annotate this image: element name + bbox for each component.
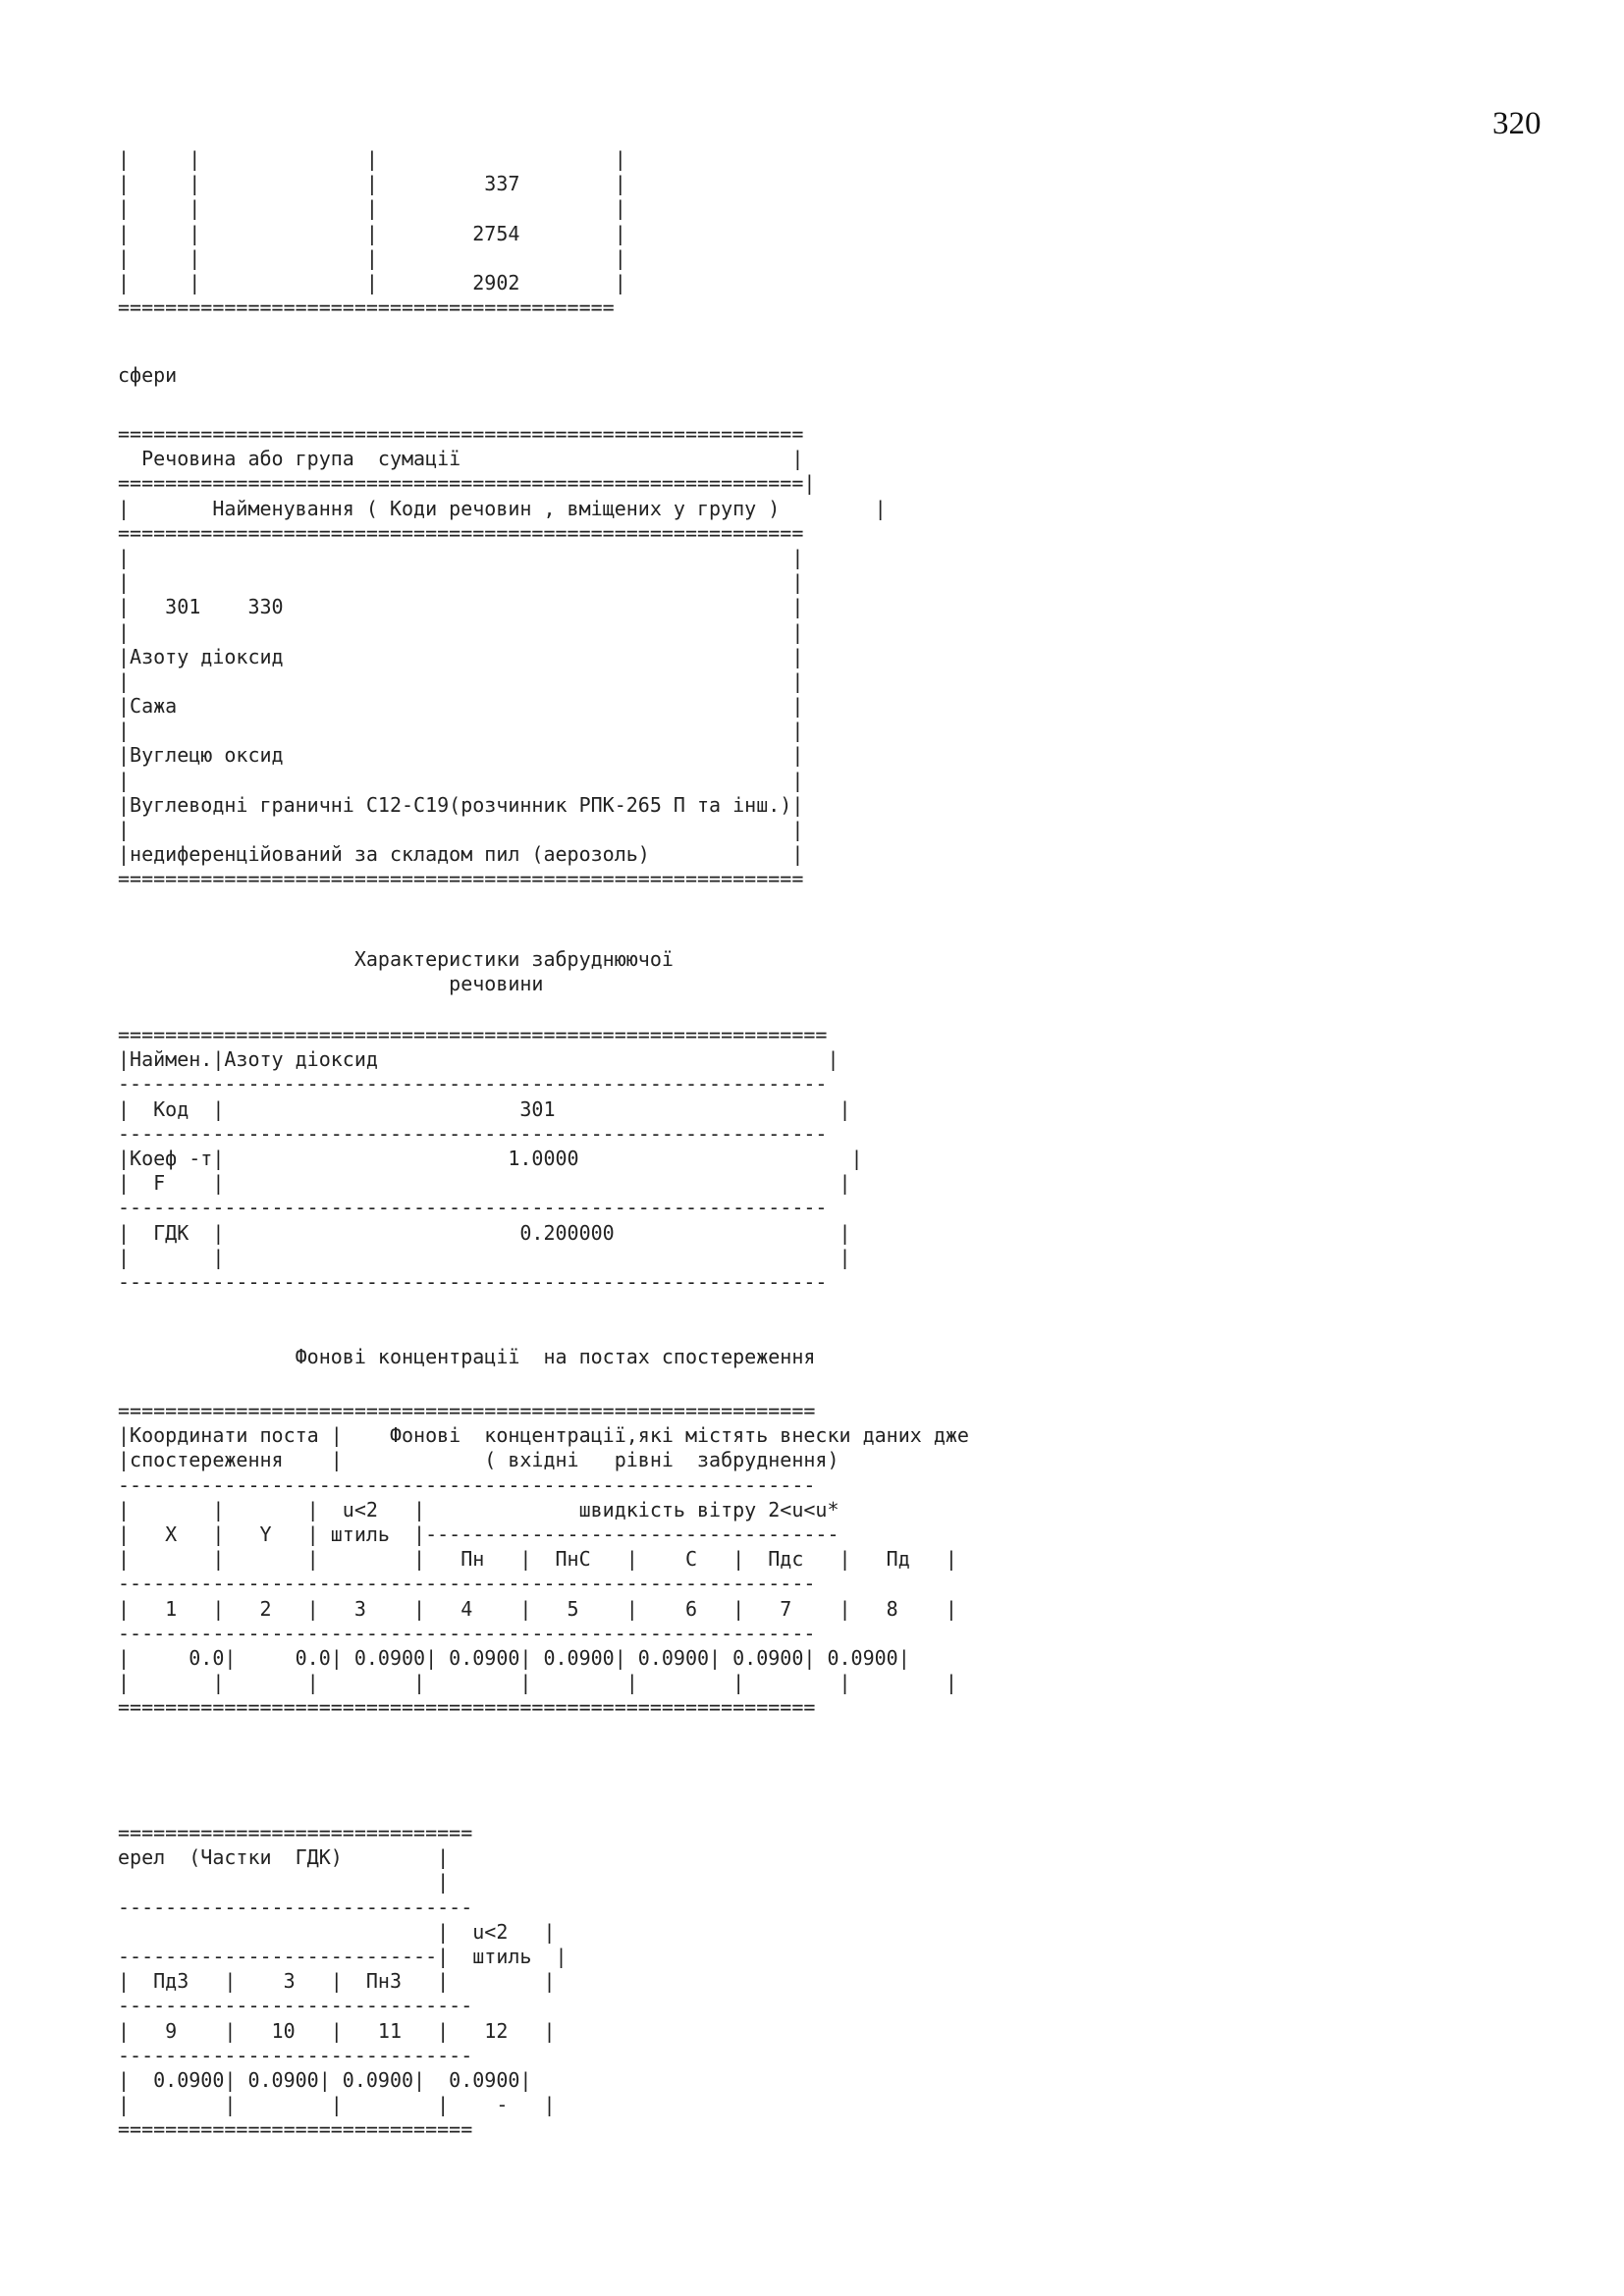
substance-groups-line: |Вуглецю оксид | [118, 743, 804, 768]
continuation-table-line: | u<2 | [118, 1919, 556, 1944]
pollutant-characteristics-heading [118, 947, 674, 996]
background-table-line: | X | Y | штиль |----------------------------------- [118, 1522, 839, 1546]
continuation-table-line: | ПдЗ | З | ПнЗ | | [118, 1969, 556, 1994]
background-table-line: =========================================================== [118, 1399, 816, 1422]
substance-groups-line: ========================================================== [118, 520, 804, 545]
pollutant-characteristics-line: |Наймен.|Азоту діоксид | [118, 1047, 839, 1072]
continuation-table [118, 1821, 568, 2142]
background-concentrations-heading [118, 1345, 815, 1369]
pollutant-heading-line: речовини [118, 972, 544, 996]
continuation-table-line: ------------------------------ [118, 2043, 473, 2067]
background-table-line: | | | | | | | | | [118, 1671, 957, 1695]
page-number: 320 [1492, 106, 1542, 141]
background-table-line: |спостереження | ( вхідні рівні забруднення) [118, 1448, 839, 1472]
table-tail-line: | | | 337 | [118, 172, 626, 196]
pollutant-characteristics-line: | Код | 301 | [118, 1096, 851, 1121]
table-tail-line: | | | 2754 | [118, 221, 626, 245]
table-tail-line: | | | 2902 | [118, 270, 626, 294]
continuation-table-line: ---------------------------| штиль | [118, 1944, 568, 1968]
continuation-table-line: ------------------------------ [118, 1994, 473, 2018]
substance-groups-line: Речовина або група сумації | [118, 447, 804, 471]
sphere-label-line: сфери [118, 363, 178, 387]
continuation-table-line: | [118, 1870, 450, 1895]
background-table-line: =========================================================== [118, 1695, 816, 1720]
pollutant-characteristics-line: ------------------------------------------------------------ [118, 1121, 828, 1146]
substance-groups-line: | | [118, 818, 804, 841]
substance-groups-line: ========================================================== [118, 867, 804, 891]
background-table-line: ----------------------------------------------------------- [118, 1621, 816, 1645]
substance-groups-line: |недиференційований за складом пил (аерозоль) | [118, 842, 804, 867]
pollutant-characteristics-line: ------------------------------------------------------------ [118, 1072, 828, 1096]
substance-groups-table [118, 422, 887, 892]
substance-groups-line: | Найменування ( Коди речовин , вміщених у групу ) | [118, 496, 887, 520]
substance-groups-line: | | [118, 719, 804, 743]
substance-groups-line: | | [118, 570, 804, 595]
pollutant-characteristics-line: ============================================================ [118, 1023, 828, 1046]
pollutant-heading-line: Характеристики забруднюючої [118, 947, 674, 971]
substance-groups-line: ==========================================================| [118, 471, 816, 496]
substance-groups-line: | | [118, 545, 804, 569]
background-table-line: | | | | Пн | ПнС | С | Пдс | Пд | [118, 1547, 957, 1572]
continuation-table-line: ============================== [118, 1821, 473, 1844]
pollutant-characteristics-line: | | | [118, 1245, 851, 1269]
continuation-table-line: ------------------------------ [118, 1895, 473, 1919]
background-concentrations-table [118, 1399, 969, 1720]
pollutant-characteristics-table [118, 1023, 863, 1295]
substance-groups-line: | | [118, 768, 804, 792]
substance-groups-line: | | [118, 668, 804, 693]
substance-groups-line: |Сажа | [118, 694, 804, 719]
background-table-line: ----------------------------------------------------------- [118, 1572, 816, 1596]
substance-groups-line: |Вуглеводні граничні С12-С19(розчинник РПК-265 П та інш.)| [118, 792, 804, 817]
table-tail-line: ========================================== [118, 295, 615, 320]
substance-groups-line: | 301 330 | [118, 595, 804, 619]
table-tail-line: | | | | [118, 147, 626, 171]
continuation-table-line: ерел (Частки ГДК) | [118, 1845, 450, 1870]
pollutant-characteristics-line: ------------------------------------------------------------ [118, 1196, 828, 1220]
background-table-line: |Координати поста | Фонові концентрації,які містять внески даних дже [118, 1423, 969, 1448]
background-table-line: | | | u<2 | швидкість вітру 2<u<u* [118, 1497, 839, 1522]
pollutant-characteristics-line: | F | | [118, 1171, 851, 1196]
substance-groups-line: | | [118, 619, 804, 644]
table-tail-line: | | | | [118, 245, 626, 270]
table-tail-block [118, 147, 626, 320]
pollutant-characteristics-line: ------------------------------------------------------------ [118, 1269, 828, 1294]
background-table-line: | 1 | 2 | 3 | 4 | 5 | 6 | 7 | 8 | [118, 1596, 957, 1621]
background-table-line: ----------------------------------------------------------- [118, 1472, 816, 1497]
sphere-label [118, 363, 177, 388]
continuation-table-line: ============================== [118, 2117, 473, 2142]
background-heading-line: Фонові концентрації на постах спостереження [118, 1345, 816, 1368]
continuation-table-line: | 0.0900| 0.0900| 0.0900| 0.0900| [118, 2067, 532, 2092]
pollutant-characteristics-line: |Коеф -т| 1.0000 | [118, 1146, 863, 1170]
pollutant-characteristics-line: | ГДК | 0.200000 | [118, 1220, 851, 1245]
substance-groups-line: ========================================================== [118, 422, 804, 446]
continuation-table-line: | | | | - | [118, 2093, 556, 2117]
background-table-line: | 0.0| 0.0| 0.0900| 0.0900| 0.0900| 0.0900| 0.0900| 0.0900| [118, 1645, 910, 1670]
continuation-table-line: | 9 | 10 | 11 | 12 | [118, 2018, 556, 2043]
substance-groups-line: |Азоту діоксид | [118, 644, 804, 668]
table-tail-line: | | | | [118, 196, 626, 221]
